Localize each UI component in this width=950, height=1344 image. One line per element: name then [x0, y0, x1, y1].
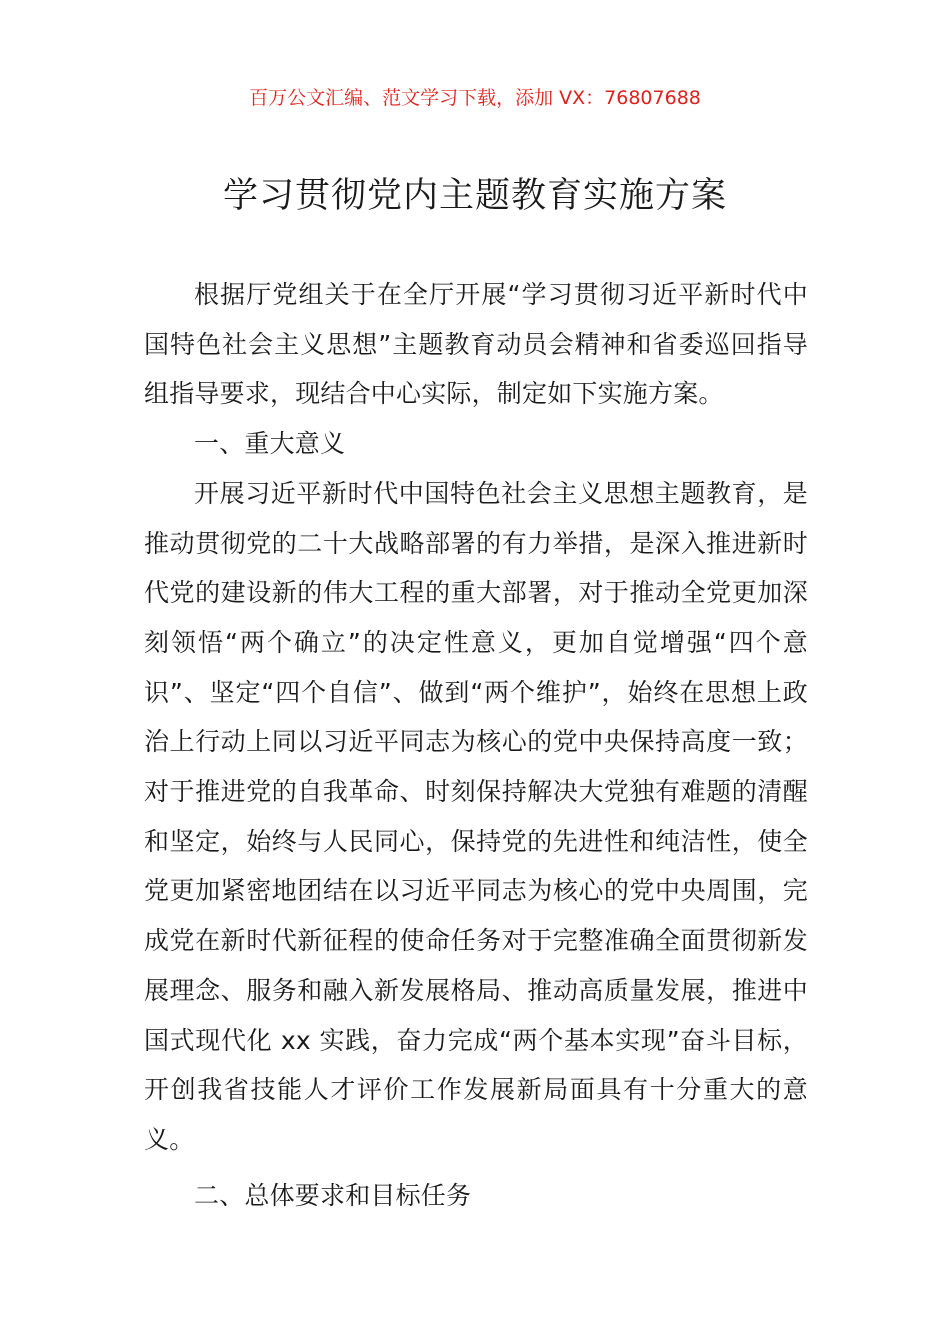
page-title: 学习贯彻党内主题教育实施方案 [222, 176, 727, 216]
document-body [144, 270, 808, 1220]
intro-paragraph: 根据厅党组关于在全厅开展“学习贯彻习近平新时代中国特色社会主义思想”主题教育动员会精神和省委巡回指导组指导要求，现结合中心实际，制定如下实施方案。 [144, 280, 808, 409]
significance-paragraph: 开展习近平新时代中国特色社会主义思想主题教育，是推动贯彻党的二十大战略部署的有力举措，是深入推进新时代党的建设新的伟大工程的重大部署，对于推动全党更加深刻领悟“两个确立”的决定性意义，更加自觉增强“四个意识”、坚定“四个自信”、做到“两个维护”，始终在思想上政治上行动上同以习近平同志为核心的党中央保持高度一致；对于推进党的自我革命、时刻保持解决大党独有难题的清醒和坚定，始终与人民同心，保持党的先进性和纯洁性，使全党更加紧密地团结在以习近平同志为核心的党中央周围，完成党在新时代新征程的使命任务对于完整准确全面贯彻新发展理念、服务和融入新发展格局、推动高质量发展，推进中国式现代化 xx 实践，奋力完成“两个基本实现”奋斗目标，开创我省技能人才评价工作发展新局面具有十分重大的意义。 [144, 478, 808, 1154]
section-heading-significance: 一、重大意义 [194, 429, 346, 459]
download-banner: 百万公文汇编、范文学习下载，添加 VX：76807688 [249, 87, 701, 109]
section-heading-requirements: 二、总体要求和目标任务 [194, 1180, 472, 1210]
